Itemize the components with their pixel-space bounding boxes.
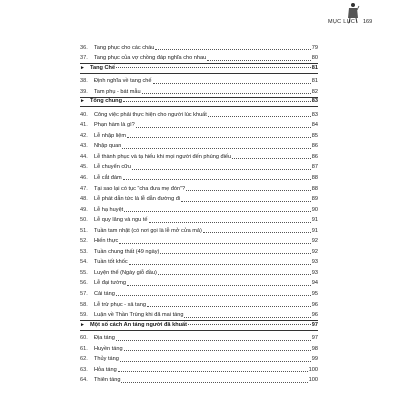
dot-leader <box>160 253 310 254</box>
toc-entry-title: Huyền táng <box>94 345 123 352</box>
toc-entry-title: Tang Chế <box>90 64 116 71</box>
dot-leader <box>122 148 310 149</box>
toc-entry <box>80 161 318 172</box>
toc-entry-page: 94 <box>311 280 318 287</box>
toc-entry-title: Hỏa táng <box>94 366 117 373</box>
toc-entry-number: 54. <box>80 259 88 266</box>
toc-entry <box>80 119 318 130</box>
toc-entry-number: 38. <box>80 78 88 85</box>
dot-leader <box>147 306 311 307</box>
toc-entry-number: 41. <box>80 122 88 129</box>
toc-entry-number: 37. <box>80 55 88 62</box>
toc-entry <box>80 52 318 63</box>
toc-entry <box>80 332 318 343</box>
toc-entry-number: 63. <box>80 366 88 373</box>
toc-entry-number: 39. <box>80 88 88 95</box>
toc-entry-number: 59. <box>80 312 88 319</box>
toc-entry <box>80 256 318 267</box>
toc-entry-title: Cải táng <box>94 291 115 298</box>
toc-entry-number: 44. <box>80 153 88 160</box>
toc-entry <box>80 266 318 277</box>
dot-leader <box>207 60 311 61</box>
toc-entry <box>80 353 318 364</box>
dot-leader <box>116 340 311 341</box>
toc-entry <box>80 182 318 193</box>
dot-leader <box>127 137 311 138</box>
toc-entry-page: 79 <box>311 44 318 51</box>
toc-entry-page: 92 <box>311 238 318 245</box>
dot-leader <box>120 361 311 362</box>
toc-entry-page: 84 <box>311 122 318 129</box>
dot-leader <box>186 190 311 191</box>
toc-entry <box>80 41 318 52</box>
dot-leader <box>118 371 308 372</box>
toc-entry-page: 87 <box>311 164 318 171</box>
dot-leader <box>116 67 311 68</box>
toc-entry-title: Tam phụ - bát mẫu <box>94 88 141 95</box>
toc-entry-page: 83 <box>311 98 318 105</box>
toc-entry-number: 48. <box>80 196 88 203</box>
page-header <box>0 0 400 38</box>
dot-leader <box>208 116 311 117</box>
dot-leader <box>121 382 307 383</box>
toc-entry-title: Tuần tốt khốc <box>94 259 128 266</box>
toc-entry-page: 86 <box>311 153 318 160</box>
toc-entry-title: Hiến thực <box>94 238 119 245</box>
toc-entry-number: 60. <box>80 335 88 342</box>
toc-entry-title: Tang phục của vợ chồng đáp nghĩa cho nhau <box>94 55 207 62</box>
dot-leader <box>232 158 311 159</box>
toc-entry-number: 55. <box>80 269 88 276</box>
toc-entry <box>80 214 318 225</box>
dot-leader <box>124 211 311 212</box>
toc-entry-page: 96 <box>311 301 318 308</box>
dot-leader <box>149 222 311 223</box>
toc-entry-page: 83 <box>311 111 318 118</box>
dot-leader <box>123 179 311 180</box>
section-bullet-icon: ► <box>80 98 85 105</box>
toc-entry <box>80 129 318 140</box>
toc-entry-number: 49. <box>80 206 88 213</box>
toc-entry-number: 46. <box>80 175 88 182</box>
toc-entry-number: 58. <box>80 301 88 308</box>
toc-entry-title: Lễ đại tường <box>94 280 126 287</box>
toc-entry <box>80 203 318 214</box>
toc-entry-page: 99 <box>311 356 318 363</box>
toc-entry-title: Tuần chung thất (49 ngày) <box>94 248 160 255</box>
toc-entry-page: 93 <box>311 259 318 266</box>
toc-entry-page: 97 <box>311 321 318 328</box>
toc-entry-number: 45. <box>80 164 88 171</box>
toc-entry-page: 81 <box>311 64 318 71</box>
toc-section <box>80 97 318 108</box>
toc-entry-page: 86 <box>311 143 318 150</box>
toc-entry-number: 42. <box>80 132 88 139</box>
toc-entry <box>80 140 318 151</box>
toc-entry <box>80 245 318 256</box>
toc-entry-title: Thủy táng <box>94 356 119 363</box>
toc-entry-title: Lễ chuyển cữu <box>94 164 132 171</box>
toc-entry <box>80 75 318 86</box>
toc-entry-number: 40. <box>80 111 88 118</box>
toc-entry <box>80 298 318 309</box>
dot-leader <box>124 350 311 351</box>
toc-entry-title: Tại sao lại có tục “cha đưa mẹ đón”? <box>94 185 186 192</box>
dot-leader <box>153 83 311 84</box>
toc-entry <box>80 85 318 96</box>
dot-leader <box>203 232 311 233</box>
dot-leader <box>116 295 311 296</box>
toc-entry-page: 88 <box>311 175 318 182</box>
toc-entry-number: 47. <box>80 185 88 192</box>
dot-leader <box>132 169 311 170</box>
toc-entry-number: 61. <box>80 345 88 352</box>
toc-entry <box>80 150 318 161</box>
toc-entry <box>80 235 318 246</box>
toc-entry <box>80 374 318 385</box>
toc-entry-page: 96 <box>311 312 318 319</box>
toc-entry-number: 36. <box>80 44 88 51</box>
dot-leader <box>119 243 311 244</box>
toc-entry <box>80 108 318 119</box>
toc-entry-title: Tuần tam nhật (có nơi gọi là lễ mở cửa mả) <box>94 227 202 234</box>
toc-entry-number: 57. <box>80 291 88 298</box>
toc-section <box>80 320 318 331</box>
toc-entry-page: 80 <box>311 55 318 62</box>
dot-leader <box>188 324 311 325</box>
toc-entry <box>80 363 318 374</box>
toc-entry <box>80 224 318 235</box>
toc-entry-title: Phạn hàm là gì? <box>94 122 135 129</box>
toc-entry-title: Công việc phải thực hiện cho người lúc khuất <box>94 111 207 118</box>
toc-entry-number: 62. <box>80 356 88 363</box>
toc-entry-page: 81 <box>311 78 318 85</box>
toc-entry <box>80 277 318 288</box>
section-bullet-icon: ► <box>80 64 85 71</box>
running-title: MỤC LỤC <box>328 19 356 25</box>
dot-leader <box>127 285 311 286</box>
toc-entry <box>80 287 318 298</box>
toc-section <box>80 63 318 74</box>
toc-entry-page: 91 <box>311 217 318 224</box>
toc-entry-title: Lễ quy lăng và ngu tế <box>94 217 148 224</box>
dot-leader <box>142 93 311 94</box>
dot-leader <box>155 49 310 50</box>
toc-entry-title: Luận về Thần Trùng khi đã mai táng <box>94 312 184 319</box>
toc-entry-number: 64. <box>80 377 88 384</box>
toc-entry-title: Thiên táng <box>94 377 121 384</box>
toc-entry-page: 93 <box>311 269 318 276</box>
toc-entry-title: Địa táng <box>94 335 115 342</box>
toc-entry-title: Lễ nhập liệm <box>94 132 127 139</box>
toc-entry-page: 82 <box>311 88 318 95</box>
toc-entry <box>80 342 318 353</box>
table-of-contents <box>80 41 318 384</box>
dot-leader <box>181 201 311 202</box>
dot-leader <box>184 317 310 318</box>
toc-entry-page: 95 <box>311 291 318 298</box>
toc-entry <box>80 193 318 204</box>
toc-entry-title: Một số cách An táng người đã khuất <box>90 321 188 328</box>
toc-entry-page: 100 <box>308 366 318 373</box>
toc-entry-title: Luyện thể (Ngày giỗ đầu) <box>94 269 157 276</box>
toc-entry-title: Tang phục cho các cháu <box>94 44 155 51</box>
toc-entry-title: Lễ phát dẫn tức là lễ dẫn đường đi <box>94 196 181 203</box>
toc-entry-page: 89 <box>311 196 318 203</box>
dot-leader <box>136 127 311 128</box>
toc-entry-title: Lễ thành phục và tạ hiếu khi mọi người đến phúng điếu <box>94 153 232 160</box>
toc-entry-number: 52. <box>80 238 88 245</box>
toc-entry-title: Tổng chung <box>90 98 123 105</box>
toc-entry-number: 43. <box>80 143 88 150</box>
toc-entry-page: 100 <box>308 377 318 384</box>
dot-leader <box>129 264 311 265</box>
toc-entry-page: 90 <box>311 206 318 213</box>
toc-entry-title: Lễ cắt đám <box>94 175 122 182</box>
toc-entry-page: 97 <box>311 335 318 342</box>
toc-entry-title: Định nghĩa về tang chế <box>94 78 152 85</box>
toc-entry-page: 98 <box>311 345 318 352</box>
toc-entry <box>80 309 318 320</box>
toc-entry-title: Lễ trừ phục - xả tang <box>94 301 146 308</box>
toc-entry-page: 88 <box>311 185 318 192</box>
toc-entry-page: 85 <box>311 132 318 139</box>
toc-entry-page: 92 <box>311 248 318 255</box>
section-bullet-icon: ► <box>80 321 85 328</box>
toc-entry-title: Nhập quan <box>94 143 122 150</box>
toc-entry-number: 56. <box>80 280 88 287</box>
dot-leader <box>158 274 311 275</box>
page-number: 169 <box>363 19 373 25</box>
toc-entry-page: 91 <box>311 227 318 234</box>
toc-entry-number: 51. <box>80 227 88 234</box>
toc-entry-number: 50. <box>80 217 88 224</box>
dot-leader <box>123 101 311 102</box>
toc-entry <box>80 171 318 182</box>
toc-entry-title: Lễ hạ huyệt <box>94 206 124 213</box>
toc-entry-number: 53. <box>80 248 88 255</box>
